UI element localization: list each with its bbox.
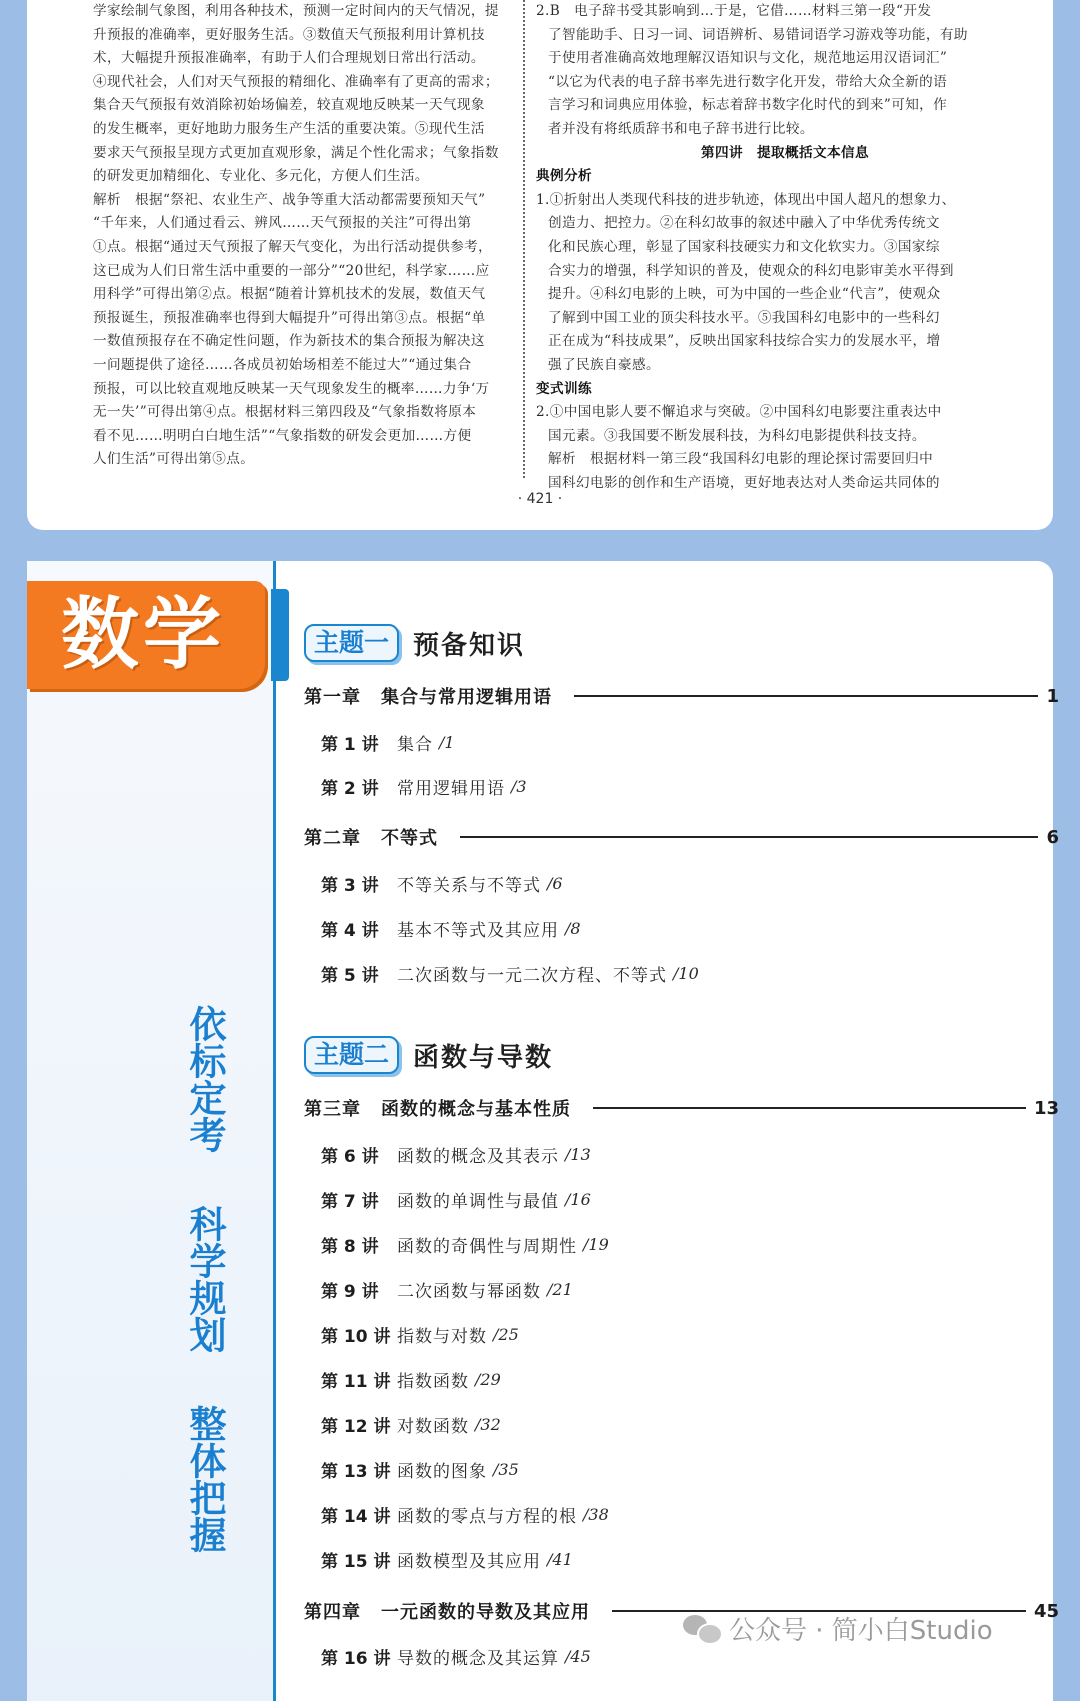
text-line: 看不见……明明白白地生活”“气象指数的研发会更加……方便 <box>93 427 472 444</box>
toc-lesson[interactable] <box>321 870 563 896</box>
chapter-page: 13 <box>1033 1097 1059 1119</box>
text-line: 要求天气预报呈现方式更加直观形象，满足个性化需求；气象指数 <box>93 144 499 161</box>
text-line: 正在成为“科技成果”，反映出国家科技综合实力的发展水平，增 <box>548 333 941 350</box>
toc-lesson[interactable] <box>321 1456 519 1482</box>
toc-chapter[interactable] <box>304 1094 1059 1122</box>
theme-badge: 主题一 <box>304 624 399 662</box>
lesson-title: 指数函数 <box>397 1371 469 1392</box>
lesson-page: /25 <box>493 1324 519 1344</box>
lesson-page: /21 <box>547 1279 573 1299</box>
lesson-page: /29 <box>475 1369 501 1389</box>
toc-lesson[interactable] <box>321 1231 609 1257</box>
toc-lesson[interactable] <box>321 1276 573 1302</box>
section-heading: 变式训练 <box>536 380 592 397</box>
lesson-label: 第 9 讲 <box>321 1281 379 1302</box>
toc-lesson[interactable] <box>321 960 699 986</box>
text-line: 言学习和词典应用体验，标志着辞书数字化时代的到来”可知，作 <box>548 97 948 114</box>
theme-heading <box>304 623 525 663</box>
text-line: 术，大幅提升预报准确率，有助于人们合理规划日常出行活动。 <box>93 50 485 67</box>
lesson-title: 函数的奇偶性与周期性 <box>397 1236 577 1257</box>
leader-line <box>593 1107 1026 1109</box>
text-line: 预报，可以比较直观地反映某一天气现象发生的概率……力争‘万 <box>93 380 490 397</box>
lesson-page: /10 <box>673 963 699 983</box>
page-number: · 421 · <box>517 491 563 507</box>
theme-title: 预备知识 <box>413 630 526 661</box>
toc-lesson[interactable] <box>321 1643 591 1669</box>
chapter-label: 第二章 <box>304 828 361 849</box>
chapter-page: 6 <box>1046 826 1059 848</box>
lesson-page: /38 <box>583 1504 609 1524</box>
theme-title: 函数与导数 <box>413 1042 554 1073</box>
text-line: 2.B 电子辞书受其影响到…于是，它借……材料三第一段“开发 <box>536 3 932 19</box>
leader-line <box>574 695 1038 697</box>
toc-lesson[interactable] <box>321 1321 519 1347</box>
toc-chapter[interactable] <box>304 682 1059 710</box>
text-line: 的研发更加精细化、专业化、多元化，方便人们生活。 <box>93 168 429 185</box>
slogan-2: 科学规划 <box>183 1205 226 1353</box>
lesson-label: 第 5 讲 <box>321 965 379 986</box>
text-line: 1.①折射出人类现代科技的进步轨迹，体现出中国人超凡的想象力、 <box>536 191 956 208</box>
toc-lesson[interactable] <box>321 1366 501 1392</box>
toc-lesson[interactable] <box>321 1411 501 1437</box>
text-line: ④现代社会，人们对天气预报的精细化、准确率有了更高的需求； <box>93 73 499 90</box>
text-line: 国元素。③我国要不断发展科技，为科幻电影提供科技支持。 <box>548 427 926 444</box>
text-line: 合实力的增强，科学知识的普及，使观众的科幻电影审美水平得到 <box>548 262 954 279</box>
lesson-title: 二次函数与一元二次方程、不等式 <box>397 965 667 986</box>
lesson-label: 第 14 讲 <box>321 1506 391 1527</box>
lesson-title: 函数的概念及其表示 <box>397 1146 559 1167</box>
text-line: 化和民族心理，彰显了国家科技硬实力和文化软实力。③国家综 <box>548 238 940 255</box>
chapter-label: 第三章 <box>304 1099 361 1120</box>
text-line: 人们生活”可得出第⑤点。 <box>93 451 255 468</box>
toc-lesson[interactable] <box>321 915 581 941</box>
lesson-title: 二次函数与幂函数 <box>397 1281 541 1302</box>
answer-right-column <box>536 0 994 495</box>
lesson-title: 导数的概念及其运算 <box>397 1648 559 1669</box>
watermark-text: 公众号 · 简小白Studio <box>729 1615 993 1646</box>
lesson-label: 第 16 讲 <box>321 1648 391 1669</box>
text-line: 解析 根据材料一第三段“我国科幻电影的理论探讨需要回归中 <box>548 451 934 468</box>
chapter-page: 45 <box>1033 1600 1059 1622</box>
wechat-icon <box>683 1613 721 1643</box>
lesson-page: /32 <box>475 1414 501 1434</box>
text-line: 解析 根据“祭祀、农业生产、战争等重大活动都需要预知天气” <box>93 191 486 208</box>
lesson-page: /16 <box>565 1189 591 1209</box>
lesson-page: /41 <box>547 1549 573 1569</box>
toc-lesson[interactable] <box>321 1186 591 1212</box>
text-line: 者并没有将纸质辞书和电子辞书进行比较。 <box>548 120 814 137</box>
lesson-page: /3 <box>511 776 527 796</box>
lesson-title: 函数的零点与方程的根 <box>397 1506 577 1527</box>
text-line: 强了民族自豪感。 <box>548 356 660 373</box>
toc-chapter[interactable] <box>304 823 1059 851</box>
answer-page <box>27 0 1053 530</box>
lesson-title: 集合 <box>397 734 433 755</box>
lesson-label: 第 2 讲 <box>321 778 379 799</box>
subject-title: 数学 <box>61 590 226 680</box>
lesson-title: 函数的单调性与最值 <box>397 1191 559 1212</box>
text-line: 集合天气预报有效消除初始场偏差，较直观地反映某一天气现象 <box>93 97 485 114</box>
text-line: 预报诞生，预报准确率也得到大幅提升”可得出第③点。根据“单 <box>93 309 486 326</box>
table-of-contents <box>27 561 1059 1701</box>
text-line: 这已成为人们日常生活中重要的一部分”“20世纪，科学家……应 <box>93 262 490 279</box>
lesson-page: /45 <box>565 1646 591 1666</box>
lesson-label: 第 15 讲 <box>321 1551 391 1572</box>
lecture-heading: 第四讲 提取概括文本信息 <box>701 144 869 161</box>
lesson-label: 第 11 讲 <box>321 1371 391 1392</box>
text-line: “千年来，人们通过看云、辨风……天气预报的关注”可得出第 <box>93 215 472 232</box>
lesson-title: 常用逻辑用语 <box>397 778 505 799</box>
lesson-label: 第 12 讲 <box>321 1416 391 1437</box>
chapter-title: 不等式 <box>381 828 438 849</box>
toc-lesson[interactable] <box>321 1501 609 1527</box>
column-divider <box>523 0 525 478</box>
text-line: 学家绘制气象图，利用各种技术，预测一定时间内的天气情况，提 <box>93 3 499 19</box>
lesson-label: 第 8 讲 <box>321 1236 379 1257</box>
theme-heading <box>304 1035 553 1075</box>
text-line: 了解到中国工业的顶尖科技水平。⑤我国科幻电影中的一些科幻 <box>548 309 940 326</box>
lesson-page: /13 <box>565 1144 591 1164</box>
lesson-page: /19 <box>583 1234 609 1254</box>
text-line: 一数值预报存在不确定性问题，作为新技术的集合预报为解决这 <box>93 333 485 350</box>
lesson-page: /1 <box>439 732 455 752</box>
lesson-label: 第 3 讲 <box>321 875 379 896</box>
slogan-3: 整体把握 <box>183 1405 226 1553</box>
lesson-title: 函数的图象 <box>397 1461 487 1482</box>
chapter-label: 第一章 <box>304 687 361 708</box>
chapter-title: 函数的概念与基本性质 <box>381 1099 571 1120</box>
text-line: 了智能助手、日习一词、词语辨析、易错词语学习游戏等功能，有助 <box>548 26 968 43</box>
text-line: 国科幻电影的创作和生产语境，更好地表达对人类命运共同体的 <box>548 474 940 491</box>
lesson-page: /8 <box>565 918 581 938</box>
chapter-page: 1 <box>1046 685 1059 707</box>
section-heading: 典例分析 <box>536 168 592 185</box>
lesson-title: 指数与对数 <box>397 1326 487 1347</box>
lesson-label: 第 6 讲 <box>321 1146 379 1167</box>
chapter-label: 第四章 <box>304 1602 361 1623</box>
leader-line <box>460 836 1038 838</box>
toc-lesson[interactable] <box>321 773 527 799</box>
text-line: 升预报的准确率，更好服务生活。③数值天气预报利用计算机技 <box>93 26 485 43</box>
lesson-label: 第 4 讲 <box>321 920 379 941</box>
toc-page <box>27 561 1059 1701</box>
text-line: 用科学”可得出第②点。根据“随着计算机技术的发展，数值天气 <box>93 286 486 303</box>
toc-lesson[interactable] <box>321 729 455 755</box>
lesson-label: 第 7 讲 <box>321 1191 379 1212</box>
toc-lesson[interactable] <box>321 1141 591 1167</box>
lesson-page: /6 <box>547 873 563 893</box>
lesson-title: 对数函数 <box>397 1416 469 1437</box>
text-line: 创造力、把控力。②在科幻故事的叙述中融入了中华优秀传统文 <box>548 215 940 232</box>
text-line: “以它为代表的电子辞书率先进行数字化开发，带给大众全新的语 <box>548 73 948 90</box>
watermark <box>683 1608 993 1648</box>
text-line: 无一失’”可得出第④点。根据材料三第四段及“气象指数将原本 <box>93 404 477 421</box>
lesson-label: 第 10 讲 <box>321 1326 391 1347</box>
text-line: 于使用者准确高效地理解汉语知识与文化，规范地运用汉语词汇” <box>548 50 948 67</box>
text-line: ①点。根据“通过天气预报了解天气变化，为出行活动提供参考， <box>93 238 493 255</box>
chapter-title: 集合与常用逻辑用语 <box>381 687 552 708</box>
slogan-1: 依标定考 <box>183 1005 226 1153</box>
lesson-title: 函数模型及其应用 <box>397 1551 541 1572</box>
text-line: 提升。④科幻电影的上映，可为中国的一些企业“代言”，使观众 <box>548 286 941 303</box>
lesson-label: 第 1 讲 <box>321 734 379 755</box>
text-line: 的发生概率，更好地助力服务生产生活的重要决策。⑤现代生活 <box>93 120 485 137</box>
lesson-title: 不等关系与不等式 <box>397 875 541 896</box>
theme-badge: 主题二 <box>304 1036 399 1074</box>
chapter-title: 一元函数的导数及其应用 <box>381 1602 590 1623</box>
text-line: 2.①中国电影人要不懈追求与突破。②中国科幻电影要注重表达中 <box>536 404 942 421</box>
text-line: 一问题提供了途径……各成员初始场相差不能过大”“通过集合 <box>93 356 472 373</box>
answer-left-column <box>93 0 533 472</box>
lesson-title: 基本不等式及其应用 <box>397 920 559 941</box>
toc-lesson[interactable] <box>321 1546 573 1572</box>
lesson-page: /35 <box>493 1459 519 1479</box>
lesson-label: 第 13 讲 <box>321 1461 391 1482</box>
